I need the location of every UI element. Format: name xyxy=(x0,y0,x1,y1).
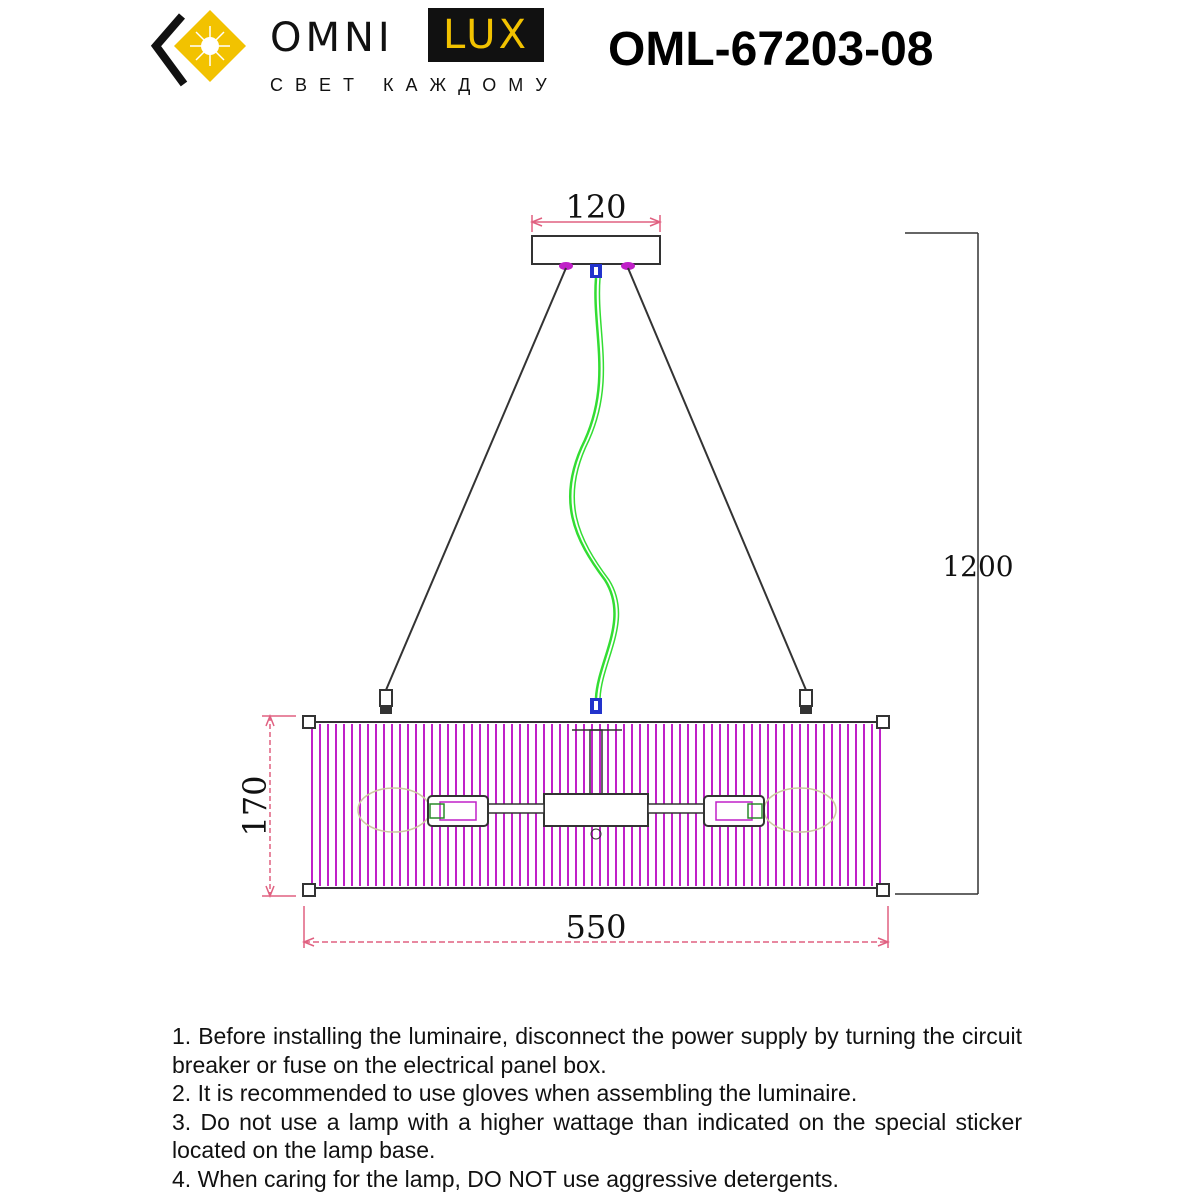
note-item: 4. When caring for the lamp, DO NOT use aggressive detergents. xyxy=(172,1165,839,1192)
cable-grip-left xyxy=(380,690,392,706)
note-item: 2. It is recommended to use gloves when assembling the luminaire. xyxy=(172,1080,858,1106)
dimension-canopy-width-label: 120 xyxy=(565,188,627,226)
dimension-shade-height-label: 170 xyxy=(236,775,274,837)
power-wire xyxy=(570,278,614,698)
central-hub xyxy=(544,794,648,826)
socket-right xyxy=(704,796,764,826)
note-item: 1. Before installing the luminaire, disconnect the power supply by turning the circuit breaker or fuse on the electrical panel box. xyxy=(172,1023,1022,1078)
cable-grip-right xyxy=(800,690,812,706)
brand-name-lux: LUX xyxy=(428,8,544,62)
socket-left xyxy=(428,796,488,826)
dimension-total-height-label: 1200 xyxy=(942,550,1014,583)
shade-corner-top-left xyxy=(303,716,315,728)
model-number: OML-67203-08 xyxy=(608,23,934,76)
shade-corner-bottom-right xyxy=(877,884,889,896)
brand-tagline: СВЕТ КАЖДОМУ xyxy=(270,75,559,95)
shade-corner-top-right xyxy=(877,716,889,728)
shade-corner-bottom-left xyxy=(303,884,315,896)
canopy xyxy=(532,236,660,264)
note-item: 3. Do not use a lamp with a higher wattage than indicated on the special sticker located on the lamp base. xyxy=(172,1108,1022,1163)
brand-name-omni: OMNI xyxy=(270,15,394,61)
installation-notes xyxy=(172,1022,1022,1193)
suspension-cable-left xyxy=(386,268,566,690)
dimension-shade-width-label: 550 xyxy=(565,908,627,946)
suspension-cable-right xyxy=(628,268,806,690)
